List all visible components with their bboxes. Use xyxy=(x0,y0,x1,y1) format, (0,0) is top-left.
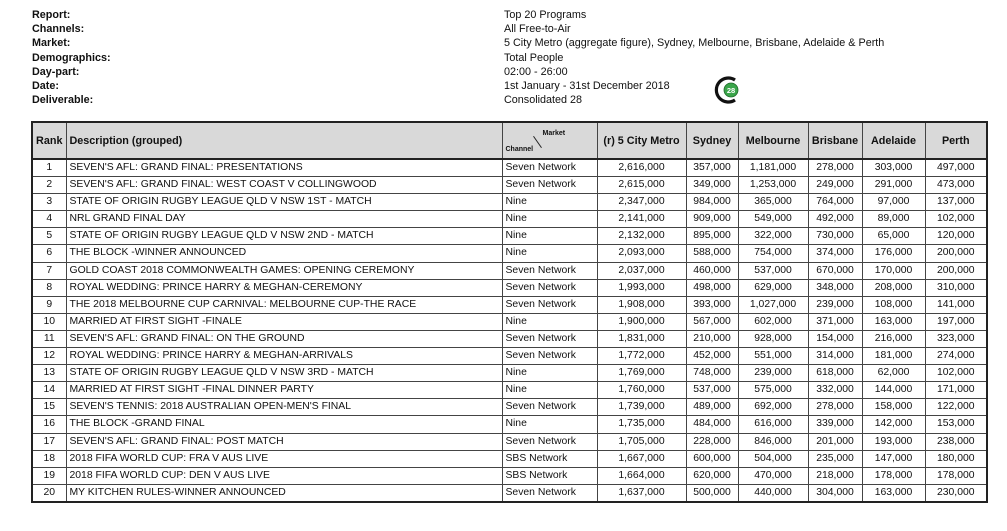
brisbane-cell: 764,000 xyxy=(808,194,862,211)
adelaide-cell: 144,000 xyxy=(862,382,925,399)
table-row xyxy=(32,330,987,347)
brisbane-cell: 304,000 xyxy=(808,484,862,502)
perth-cell: 200,000 xyxy=(925,245,987,262)
adelaide-cell: 97,000 xyxy=(862,194,925,211)
perth-cell: 141,000 xyxy=(925,296,987,313)
melbourne-cell: 1,027,000 xyxy=(738,296,808,313)
channel-cell: Seven Network xyxy=(502,484,597,502)
rank-cell: 10 xyxy=(32,313,66,330)
brisbane-cell: 730,000 xyxy=(808,228,862,245)
adelaide-cell: 291,000 xyxy=(862,177,925,194)
rank-cell: 20 xyxy=(32,484,66,502)
table-row xyxy=(32,211,987,228)
meta-label: Date: xyxy=(32,79,59,92)
rank-cell: 5 xyxy=(32,228,66,245)
brisbane-cell: 374,000 xyxy=(808,245,862,262)
metro-cell: 1,772,000 xyxy=(597,348,686,365)
melbourne-cell: 440,000 xyxy=(738,484,808,502)
description-cell: ROYAL WEDDING: PRINCE HARRY & MEGHAN-ARRIVALS xyxy=(66,348,502,365)
channel-cell: Seven Network xyxy=(502,433,597,450)
sydney-cell: 393,000 xyxy=(686,296,738,313)
description-cell: THE BLOCK -WINNER ANNOUNCED xyxy=(66,245,502,262)
melbourne-cell: 365,000 xyxy=(738,194,808,211)
table-body xyxy=(32,159,987,502)
adelaide-cell: 163,000 xyxy=(862,484,925,502)
metro-cell: 1,760,000 xyxy=(597,382,686,399)
perth-cell: 497,000 xyxy=(925,159,987,177)
description-cell: NRL GRAND FINAL DAY xyxy=(66,211,502,228)
rank-cell: 7 xyxy=(32,262,66,279)
melbourne-cell: 692,000 xyxy=(738,399,808,416)
sydney-cell: 498,000 xyxy=(686,279,738,296)
adelaide-cell: 208,000 xyxy=(862,279,925,296)
meta-row xyxy=(32,8,992,22)
melbourne-cell: 616,000 xyxy=(738,416,808,433)
melbourne-cell: 239,000 xyxy=(738,365,808,382)
rank-cell: 3 xyxy=(32,194,66,211)
adelaide-cell: 181,000 xyxy=(862,348,925,365)
channel-cell: Seven Network xyxy=(502,262,597,279)
sydney-cell: 537,000 xyxy=(686,382,738,399)
description-cell: 2018 FIFA WORLD CUP: DEN V AUS LIVE xyxy=(66,467,502,484)
brisbane-cell: 239,000 xyxy=(808,296,862,313)
table-header-row xyxy=(32,122,987,159)
description-cell: GOLD COAST 2018 COMMONWEALTH GAMES: OPENING CEREMONY xyxy=(66,262,502,279)
rank-cell: 16 xyxy=(32,416,66,433)
table-row xyxy=(32,433,987,450)
rank-cell: 8 xyxy=(32,279,66,296)
metro-cell: 1,831,000 xyxy=(597,330,686,347)
report-metadata xyxy=(32,8,992,107)
description-cell: SEVEN'S AFL: GRAND FINAL: WEST COAST V COLLINGWOOD xyxy=(66,177,502,194)
channel-cell: Seven Network xyxy=(502,296,597,313)
adelaide-cell: 142,000 xyxy=(862,416,925,433)
adelaide-cell: 193,000 xyxy=(862,433,925,450)
adelaide-cell: 65,000 xyxy=(862,228,925,245)
meta-row xyxy=(32,65,992,79)
meta-value: 02:00 - 26:00 xyxy=(504,65,568,78)
channel-cell: Seven Network xyxy=(502,159,597,177)
melbourne-cell: 928,000 xyxy=(738,330,808,347)
perth-cell: 323,000 xyxy=(925,330,987,347)
meta-label: Deliverable: xyxy=(32,94,94,107)
perth-cell: 102,000 xyxy=(925,211,987,228)
meta-value: Consolidated 28 xyxy=(504,94,583,107)
melbourne-cell: 537,000 xyxy=(738,262,808,279)
perth-cell: 238,000 xyxy=(925,433,987,450)
meta-label: Market: xyxy=(32,37,71,50)
description-cell: MY KITCHEN RULES-WINNER ANNOUNCED xyxy=(66,484,502,502)
header-market: Market xyxy=(542,130,566,137)
rank-cell: 18 xyxy=(32,450,66,467)
brisbane-cell: 670,000 xyxy=(808,262,862,279)
description-cell: THE 2018 MELBOURNE CUP CARNIVAL: MELBOURNE CUP-THE RACE xyxy=(66,296,502,313)
table-row xyxy=(32,194,987,211)
meta-row xyxy=(32,51,992,65)
brisbane-cell: 249,000 xyxy=(808,177,862,194)
header-channel: Channel xyxy=(505,146,534,153)
rank-cell: 12 xyxy=(32,348,66,365)
metro-cell: 1,667,000 xyxy=(597,450,686,467)
channel-cell: Seven Network xyxy=(502,279,597,296)
description-cell: STATE OF ORIGIN RUGBY LEAGUE QLD V NSW 2ND - MATCH xyxy=(66,228,502,245)
header-brisbane: Brisbane xyxy=(808,122,862,159)
perth-cell: 200,000 xyxy=(925,262,987,279)
meta-value: 5 City Metro (aggregate figure), Sydney, Melbourne, Brisbane, Adelaide & Perth xyxy=(504,37,885,50)
description-cell: 2018 FIFA WORLD CUP: FRA V AUS LIVE xyxy=(66,450,502,467)
table-row xyxy=(32,399,987,416)
meta-label: Demographics: xyxy=(32,51,111,64)
perth-cell: 153,000 xyxy=(925,416,987,433)
logo-badge-text: 28 xyxy=(726,86,736,95)
channel-cell: SBS Network xyxy=(502,450,597,467)
sydney-cell: 349,000 xyxy=(686,177,738,194)
brisbane-cell: 492,000 xyxy=(808,211,862,228)
melbourne-cell: 504,000 xyxy=(738,450,808,467)
header-rank: Rank xyxy=(32,122,66,159)
sydney-cell: 588,000 xyxy=(686,245,738,262)
description-cell: STATE OF ORIGIN RUGBY LEAGUE QLD V NSW 1ST - MATCH xyxy=(66,194,502,211)
metro-cell: 2,615,000 xyxy=(597,177,686,194)
melbourne-cell: 575,000 xyxy=(738,382,808,399)
metro-cell: 1,769,000 xyxy=(597,365,686,382)
adelaide-cell: 303,000 xyxy=(862,159,925,177)
sydney-cell: 909,000 xyxy=(686,211,738,228)
channel-cell: Nine xyxy=(502,313,597,330)
perth-cell: 310,000 xyxy=(925,279,987,296)
meta-label: Channels: xyxy=(32,23,85,36)
adelaide-cell: 176,000 xyxy=(862,245,925,262)
channel-cell: Nine xyxy=(502,382,597,399)
rank-cell: 1 xyxy=(32,159,66,177)
perth-cell: 122,000 xyxy=(925,399,987,416)
melbourne-cell: 1,253,000 xyxy=(738,177,808,194)
adelaide-cell: 108,000 xyxy=(862,296,925,313)
sydney-cell: 984,000 xyxy=(686,194,738,211)
table-row xyxy=(32,245,987,262)
sydney-cell: 357,000 xyxy=(686,159,738,177)
perth-cell: 230,000 xyxy=(925,484,987,502)
description-cell: MARRIED AT FIRST SIGHT -FINALE xyxy=(66,313,502,330)
metro-cell: 1,637,000 xyxy=(597,484,686,502)
brisbane-cell: 278,000 xyxy=(808,399,862,416)
table-row xyxy=(32,348,987,365)
adelaide-cell: 170,000 xyxy=(862,262,925,279)
sydney-cell: 620,000 xyxy=(686,467,738,484)
adelaide-cell: 178,000 xyxy=(862,467,925,484)
description-cell: THE BLOCK -GRAND FINAL xyxy=(66,416,502,433)
table-row xyxy=(32,450,987,467)
description-cell: SEVEN'S AFL: GRAND FINAL: POST MATCH xyxy=(66,433,502,450)
header-sydney: Sydney xyxy=(686,122,738,159)
brisbane-cell: 201,000 xyxy=(808,433,862,450)
channel-cell: Nine xyxy=(502,416,597,433)
rank-cell: 13 xyxy=(32,365,66,382)
rank-cell: 14 xyxy=(32,382,66,399)
adelaide-cell: 158,000 xyxy=(862,399,925,416)
rank-cell: 15 xyxy=(32,399,66,416)
meta-value: 1st January - 31st December 2018 xyxy=(504,79,670,92)
sydney-cell: 500,000 xyxy=(686,484,738,502)
adelaide-cell: 163,000 xyxy=(862,313,925,330)
melbourne-cell: 549,000 xyxy=(738,211,808,228)
adelaide-cell: 216,000 xyxy=(862,330,925,347)
channel-cell: Seven Network xyxy=(502,330,597,347)
sydney-cell: 228,000 xyxy=(686,433,738,450)
melbourne-cell: 754,000 xyxy=(738,245,808,262)
perth-cell: 171,000 xyxy=(925,382,987,399)
description-cell: ROYAL WEDDING: PRINCE HARRY & MEGHAN-CEREMONY xyxy=(66,279,502,296)
metro-cell: 2,616,000 xyxy=(597,159,686,177)
meta-value: All Free-to-Air xyxy=(504,23,571,36)
rank-cell: 2 xyxy=(32,177,66,194)
channel-cell: Nine xyxy=(502,211,597,228)
perth-cell: 473,000 xyxy=(925,177,987,194)
channel-cell: Seven Network xyxy=(502,399,597,416)
adelaide-cell: 62,000 xyxy=(862,365,925,382)
table-row xyxy=(32,279,987,296)
description-cell: STATE OF ORIGIN RUGBY LEAGUE QLD V NSW 3RD - MATCH xyxy=(66,365,502,382)
melbourne-cell: 551,000 xyxy=(738,348,808,365)
meta-row xyxy=(32,93,992,107)
top-programs-table xyxy=(31,121,988,503)
table-row xyxy=(32,313,987,330)
sydney-cell: 484,000 xyxy=(686,416,738,433)
brisbane-cell: 218,000 xyxy=(808,467,862,484)
metro-cell: 1,900,000 xyxy=(597,313,686,330)
header-description: Description (grouped) xyxy=(66,122,502,159)
melbourne-cell: 846,000 xyxy=(738,433,808,450)
description-cell: MARRIED AT FIRST SIGHT -FINAL DINNER PARTY xyxy=(66,382,502,399)
meta-label: Report: xyxy=(32,9,71,21)
meta-value: Top 20 Programs xyxy=(504,9,587,21)
perth-cell: 197,000 xyxy=(925,313,987,330)
perth-cell: 120,000 xyxy=(925,228,987,245)
brisbane-cell: 154,000 xyxy=(808,330,862,347)
programs-table-container xyxy=(31,121,986,503)
table-row xyxy=(32,296,987,313)
adelaide-cell: 147,000 xyxy=(862,450,925,467)
metro-cell: 2,141,000 xyxy=(597,211,686,228)
brisbane-cell: 278,000 xyxy=(808,159,862,177)
melbourne-cell: 470,000 xyxy=(738,467,808,484)
brisbane-cell: 339,000 xyxy=(808,416,862,433)
metro-cell: 1,735,000 xyxy=(597,416,686,433)
rank-cell: 19 xyxy=(32,467,66,484)
channel-cell: SBS Network xyxy=(502,467,597,484)
brisbane-cell: 618,000 xyxy=(808,365,862,382)
perth-cell: 180,000 xyxy=(925,450,987,467)
channel-cell: Seven Network xyxy=(502,348,597,365)
channel-cell: Seven Network xyxy=(502,177,597,194)
brisbane-cell: 332,000 xyxy=(808,382,862,399)
header-5-city-metro: (r) 5 City Metro xyxy=(597,122,686,159)
brisbane-cell: 371,000 xyxy=(808,313,862,330)
metro-cell: 2,093,000 xyxy=(597,245,686,262)
header-melbourne: Melbourne xyxy=(738,122,808,159)
channel-cell: Nine xyxy=(502,245,597,262)
melbourne-cell: 629,000 xyxy=(738,279,808,296)
channel-cell: Nine xyxy=(502,365,597,382)
sydney-cell: 748,000 xyxy=(686,365,738,382)
adelaide-cell: 89,000 xyxy=(862,211,925,228)
consolidated-28-logo-icon xyxy=(711,75,747,105)
header-perth: Perth xyxy=(925,122,987,159)
perth-cell: 274,000 xyxy=(925,348,987,365)
perth-cell: 102,000 xyxy=(925,365,987,382)
meta-row xyxy=(32,79,992,93)
metro-cell: 1,739,000 xyxy=(597,399,686,416)
meta-label: Day-part: xyxy=(32,65,80,78)
sydney-cell: 210,000 xyxy=(686,330,738,347)
table-row xyxy=(32,159,987,177)
metro-cell: 2,347,000 xyxy=(597,194,686,211)
meta-value: Total People xyxy=(504,51,564,64)
table-row xyxy=(32,467,987,484)
channel-cell: Nine xyxy=(502,228,597,245)
brisbane-cell: 348,000 xyxy=(808,279,862,296)
metro-cell: 1,705,000 xyxy=(597,433,686,450)
rank-cell: 17 xyxy=(32,433,66,450)
table-row xyxy=(32,177,987,194)
header-channel-market xyxy=(502,122,597,159)
brisbane-cell: 235,000 xyxy=(808,450,862,467)
description-cell: SEVEN'S AFL: GRAND FINAL: PRESENTATIONS xyxy=(66,159,502,177)
metro-cell: 2,132,000 xyxy=(597,228,686,245)
sydney-cell: 452,000 xyxy=(686,348,738,365)
rank-cell: 4 xyxy=(32,211,66,228)
metro-cell: 1,908,000 xyxy=(597,296,686,313)
sydney-cell: 460,000 xyxy=(686,262,738,279)
table-row xyxy=(32,365,987,382)
table-row xyxy=(32,228,987,245)
rank-cell: 6 xyxy=(32,245,66,262)
sydney-cell: 489,000 xyxy=(686,399,738,416)
metro-cell: 1,664,000 xyxy=(597,467,686,484)
perth-cell: 137,000 xyxy=(925,194,987,211)
sydney-cell: 567,000 xyxy=(686,313,738,330)
melbourne-cell: 322,000 xyxy=(738,228,808,245)
table-row xyxy=(32,382,987,399)
table-row xyxy=(32,484,987,502)
table-row xyxy=(32,416,987,433)
rank-cell: 11 xyxy=(32,330,66,347)
perth-cell: 178,000 xyxy=(925,467,987,484)
meta-row xyxy=(32,36,992,50)
sydney-cell: 600,000 xyxy=(686,450,738,467)
sydney-cell: 895,000 xyxy=(686,228,738,245)
description-cell: SEVEN'S AFL: GRAND FINAL: ON THE GROUND xyxy=(66,330,502,347)
description-cell: SEVEN'S TENNIS: 2018 AUSTRALIAN OPEN-MEN'S FINAL xyxy=(66,399,502,416)
header-divider-slash xyxy=(533,136,542,148)
header-adelaide: Adelaide xyxy=(862,122,925,159)
metro-cell: 2,037,000 xyxy=(597,262,686,279)
rank-cell: 9 xyxy=(32,296,66,313)
channel-cell: Nine xyxy=(502,194,597,211)
table-row xyxy=(32,262,987,279)
melbourne-cell: 1,181,000 xyxy=(738,159,808,177)
metro-cell: 1,993,000 xyxy=(597,279,686,296)
brisbane-cell: 314,000 xyxy=(808,348,862,365)
melbourne-cell: 602,000 xyxy=(738,313,808,330)
meta-row xyxy=(32,22,992,36)
